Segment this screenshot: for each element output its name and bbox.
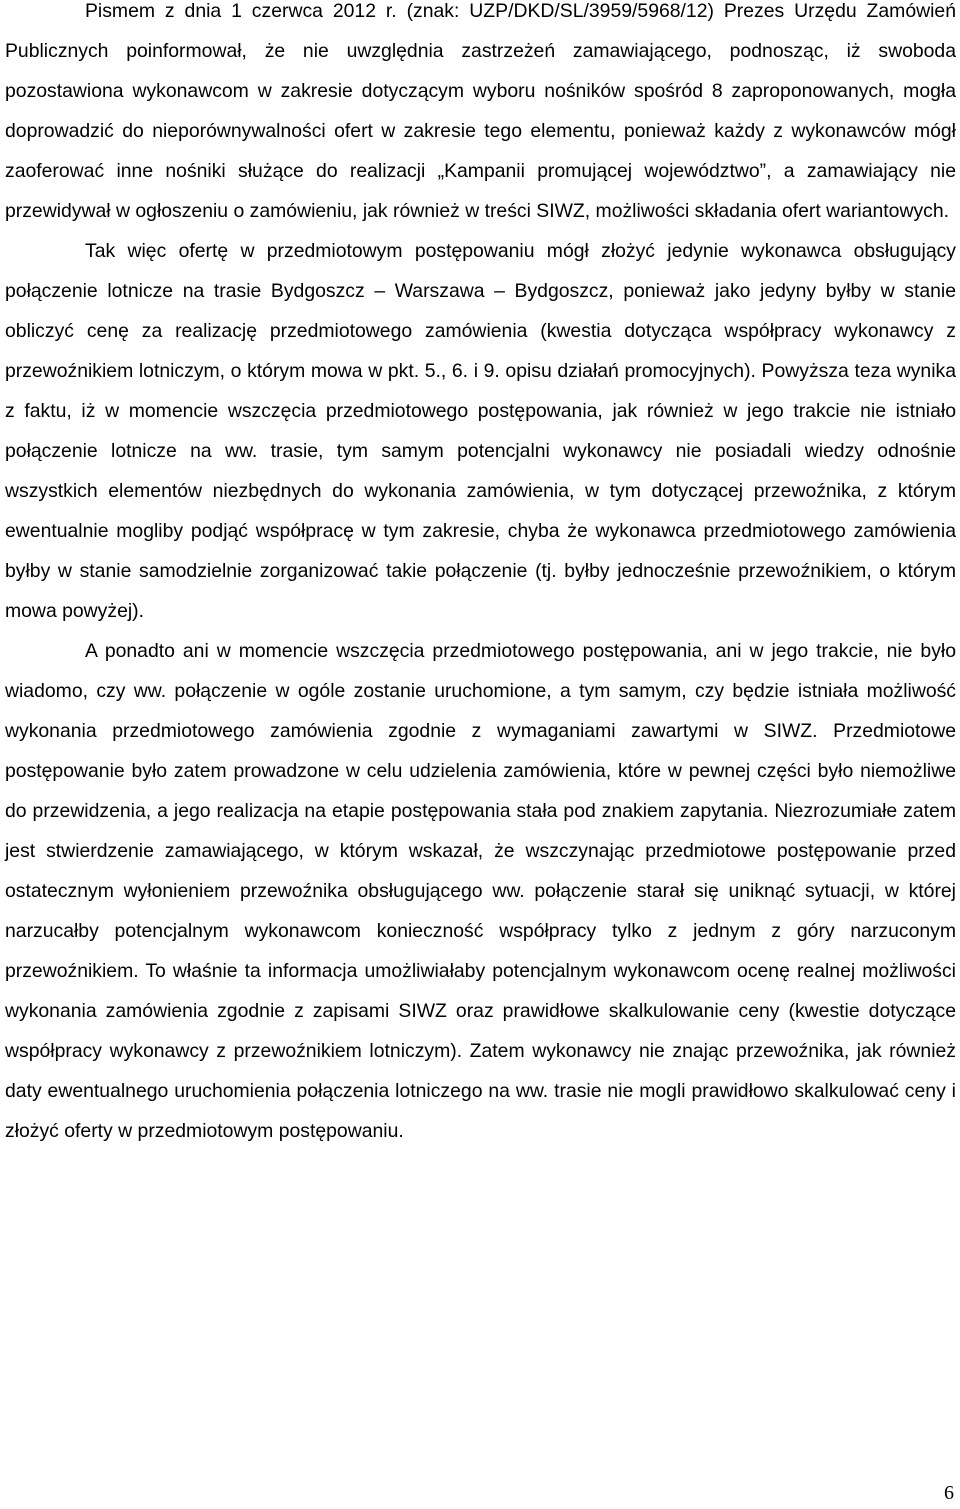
paragraph-flight-connection: Tak więc ofertę w przedmiotowym postępowaniu mógł złożyć jedynie wykonawca obsługujący połączenie lotnicze na trasie Bydgoszcz – Warszawa – Bydgoszcz, ponieważ jako jedyny byłby w stanie obliczyć cenę za realizację przedmiotowego zamówienia (kwestia dotycząca współpracy wykonawcy z przewoźnikiem lotniczym, o którym mowa w pkt. 5., 6. i 9. opisu działań promocyjnych). Powyższa teza wynika z faktu, iż w momencie wszczęcia przedmiotowego postępowania, jak również w jego trakcie nie istniało połączenie lotnicze na ww. trasie, tym samym potencjalni wykonawcy nie posiadali wiedzy odnośnie wszystkich elementów niezbędnych do wykonania zamówienia, w tym dotyczącej przewoźnika, z którym ewentualnie mogliby podjąć współpracę w tym zakresie, chyba że wykonawca przedmiotowego zamówienia byłby w stanie samodzielnie zorganizować takie połączenie (tj. byłby jednocześnie przewoźnikiem, o którym mowa powyżej). bbox=[5, 240, 956, 622]
document-page bbox=[5, 0, 956, 1151]
page-number: 6 bbox=[944, 1482, 954, 1504]
paragraph-decision-letter: Pismem z dnia 1 czerwca 2012 r. (znak: UZP/DKD/SL/3959/5968/12) Prezes Urzędu Zamówień Publicznych poinformował, że nie uwzględnia zastrzeżeń zamawiającego, podnosząc, iż swoboda pozostawiona wykonawcom w zakresie dotyczącym wyboru nośników spośród 8 zaproponowanych, mogła doprowadzić do nieporównywalności ofert w zakresie tego elementu, ponieważ każdy z wykonawców mógł zaoferować inne nośniki służące do realizacji „Kampanii promującej województwo”, a zamawiający nie przewidywał w ogłoszeniu o zamówieniu, jak również w treści SIWZ, możliwości składania ofert wariantowych. bbox=[5, 0, 956, 222]
paragraph-uncertainty: A ponadto ani w momencie wszczęcia przedmiotowego postępowania, ani w jego trakcie, nie było wiadomo, czy ww. połączenie w ogóle zostanie uruchomione, a tym samym, czy będzie istniała możliwość wykonania przedmiotowego zamówienia zgodnie z wymaganiami zawartymi w SIWZ. Przedmiotowe postępowanie było zatem prowadzone w celu udzielenia zamówienia, które w pewnej części było niemożliwe do przewidzenia, a jego realizacja na etapie postępowania stała pod znakiem zapytania. Niezrozumiałe zatem jest stwierdzenie zamawiającego, w którym wskazał, że wszczynając przedmiotowe postępowanie przed ostatecznym wyłonieniem przewoźnika obsługującego ww. połączenie starał się uniknąć sytuacji, w której narzucałby potencjalnym wykonawcom konieczność współpracy tylko z jednym z góry narzuconym przewoźnikiem. To właśnie ta informacja umożliwiałaby potencjalnym wykonawcom ocenę realnej możliwości wykonania zamówienia zgodnie z zapisami SIWZ oraz prawidłowe skalkulowanie ceny (kwestie dotyczące współpracy wykonawcy z przewoźnikiem lotniczym). Zatem wykonawcy nie znając przewoźnika, jak również daty ewentualnego uruchomienia połączenia lotniczego na ww. trasie nie mogli prawidłowo skalkulować ceny i złożyć oferty w przedmiotowym postępowaniu. bbox=[5, 640, 956, 1142]
